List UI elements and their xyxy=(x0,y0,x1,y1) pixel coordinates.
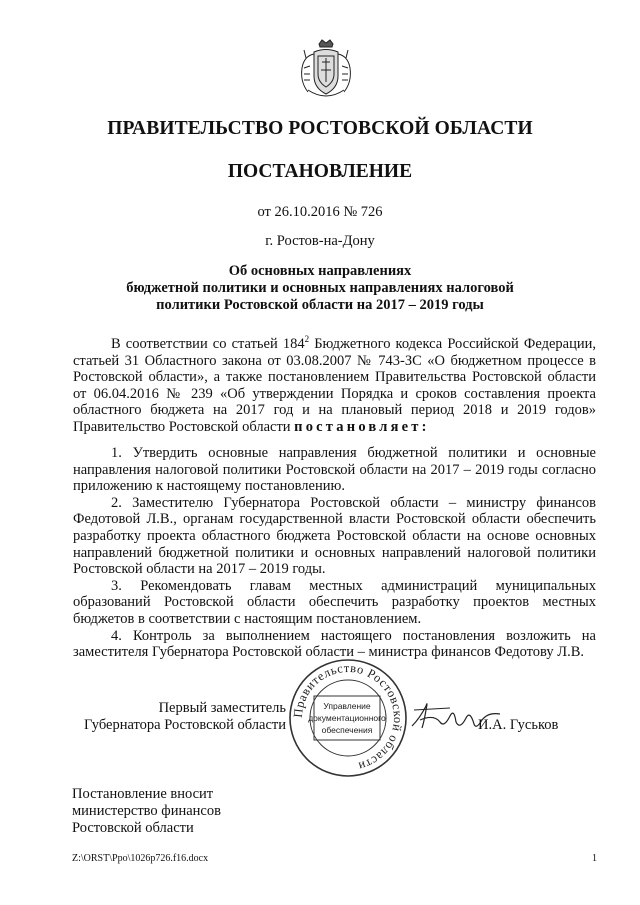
stamp-center-line: Управление xyxy=(323,701,371,711)
organization-title: ПРАВИТЕЛЬСТВО РОСТОВСКОЙ ОБЛАСТИ xyxy=(107,118,533,139)
preamble-text-rest: Бюджетного кодекса Российской Федерации, статьей 31 Областного закона от 03.08.2007 № 743-ЗС «О бюджетном процессе в Ростовской области», а также постановлением Правительства Ростовской области от 06.04.2016 № 239 «Об утверждении Порядка и сроков составления проекта областного бюджета на 2017 год и на плановый период 2018 и 2019 годов» Правительство Ростовской области xyxy=(73,336,596,435)
decree-item: 1. Утвердить основные направления бюджетной политики и основные направления налоговой политики Ростовской области на 2017 – 2019 годы согласно приложению к настоящему постановлению. xyxy=(73,445,596,495)
decree-item: 4. Контроль за выполнением настоящего постановления возложить на заместителя Губернатора Ростовской области – министра финансов Федотову Л.В. xyxy=(73,627,596,661)
city: г. Ростов-на-Дону xyxy=(265,233,375,249)
coat-of-arms-icon xyxy=(296,38,356,104)
decree-item: 3. Рекомендовать главам местных администраций муниципальных образований Ростовской области обеспечить разработку проектов местных бюджетов в соответствии с настоящим постановлением. xyxy=(73,577,596,627)
article-superscript: 2 xyxy=(304,334,310,345)
signatory-name: И.А. Гуськов xyxy=(478,717,559,733)
position-line: Губернатора Ростовской области xyxy=(83,717,286,733)
file-path: Z:\ORST\Ppo\1026p726.f16.docx xyxy=(72,853,209,864)
signatory-position xyxy=(72,700,286,734)
note-line: Ростовской области xyxy=(72,820,194,836)
position-line: Первый заместитель xyxy=(158,700,286,716)
stamp-center-line: документационного xyxy=(308,713,386,723)
note-line: министерство финансов xyxy=(72,803,221,819)
subject-line: бюджетной политики и основных направлениях налоговой xyxy=(126,280,514,296)
stamp-center-line: обеспечения xyxy=(321,725,373,735)
decree-items xyxy=(73,445,596,661)
subject-line: Об основных направлениях xyxy=(228,263,412,279)
official-stamp xyxy=(286,656,410,780)
date-and-number: от 26.10.2016 № 726 xyxy=(257,204,383,220)
decree-item: 2. Заместителю Губернатора Ростовской области – министру финансов Федотовой Л.В., органам государственной власти Ростовской области обеспечить разработку проекта областного бюджета Ростовской области на основе основных направлений бюджетной политики и основных направлений налоговой политики Ростовской области на 2017 – 2019 годы. xyxy=(73,494,596,578)
preamble-paragraph xyxy=(73,336,596,436)
submitted-by-note xyxy=(72,786,221,837)
stamp-ring-text: Правительство Ростовской области xyxy=(290,660,406,774)
page-number: 1 xyxy=(592,853,597,864)
document-type-title: ПОСТАНОВЛЕНИЕ xyxy=(227,161,413,182)
preamble-text-start: В соответствии со статьей 184 xyxy=(111,336,305,352)
decree-word: постановляет: xyxy=(294,418,430,435)
note-line: Постановление вносит xyxy=(72,786,214,802)
document-subject xyxy=(100,263,540,314)
subject-line: политики Ростовской области на 2017 – 2019 годы xyxy=(156,297,484,313)
